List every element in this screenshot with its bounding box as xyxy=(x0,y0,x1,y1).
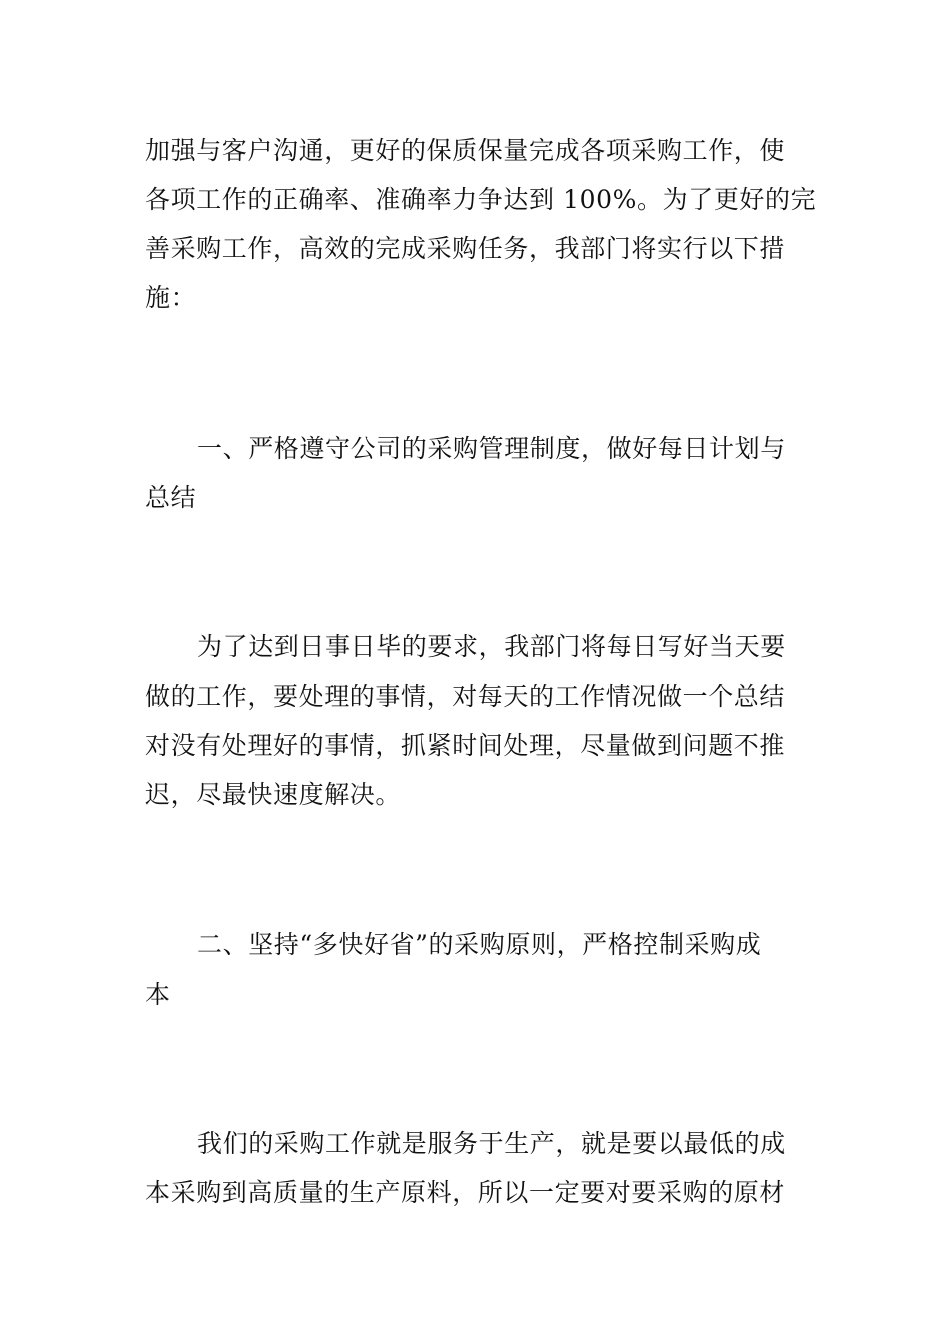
text-line: 施： xyxy=(145,283,197,312)
heading-line: 二、坚持“多快好省”的采购原则，严格控制采购成 xyxy=(197,930,762,959)
heading-line: 总结 xyxy=(145,483,197,512)
text-line: 本采购到高质量的生产原料，所以一定要对要采购的原材 xyxy=(145,1178,786,1207)
text-line: 对没有处理好的事情，抓紧时间处理，尽量做到问题不推 xyxy=(145,731,786,760)
text-line: 为了达到日事日毕的要求，我部门将每日写好当天要 xyxy=(197,632,786,661)
text-line: 我们的采购工作就是服务于生产，就是要以最低的成 xyxy=(197,1129,786,1158)
text-line: 迟，尽最快速度解决。 xyxy=(145,780,402,809)
text-line: 做的工作，要处理的事情，对每天的工作情况做一个总结 xyxy=(145,682,786,711)
heading-line: 本 xyxy=(145,980,171,1009)
text-line: 善采购工作，高效的完成采购任务，我部门将实行以下措 xyxy=(145,234,786,263)
text-line: 加强与客户沟通，更好的保质保量完成各项采购工作，使 xyxy=(145,136,786,165)
heading-line: 一、严格遵守公司的采购管理制度，做好每日计划与 xyxy=(197,434,786,463)
text-line: 各项工作的正确率、准确率力争达到 100%。为了更好的完 xyxy=(145,185,817,214)
